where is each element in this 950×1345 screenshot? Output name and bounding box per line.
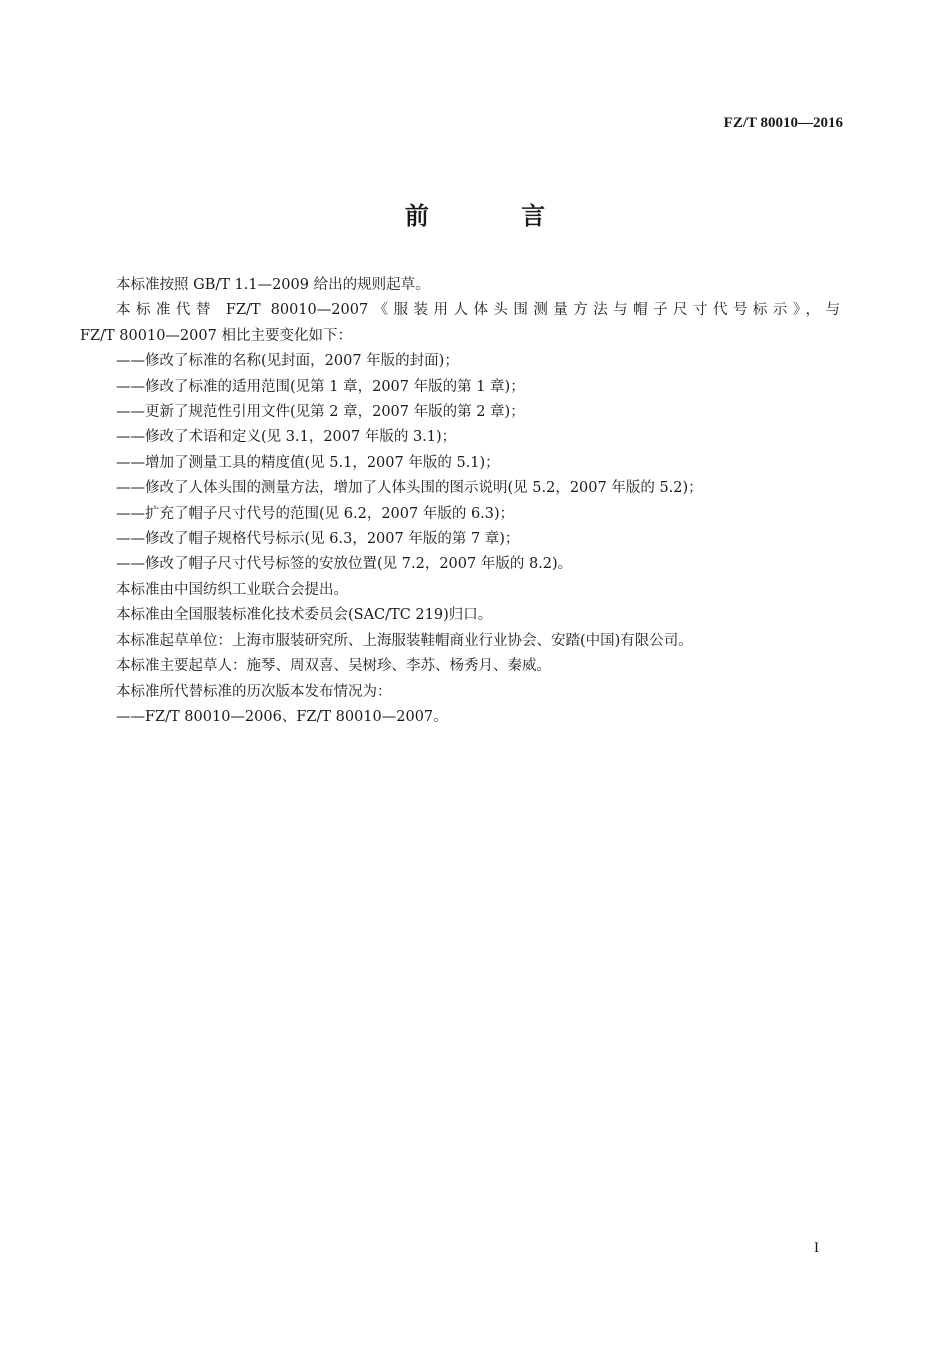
paragraph-line: 本标准按照 GB/T 1.1—2009 给出的规则起草。 <box>116 277 430 293</box>
standard-code-header: FZ/T 80010—2016 <box>723 115 843 131</box>
paragraph-line: FZ/T 80010—2007 相比主要变化如下： <box>80 327 352 344</box>
list-item: ——修改了术语和定义(见 3.1，2007 年版的 3.1)； <box>116 429 457 446</box>
list-item: ——FZ/T 80010—2006、FZ/T 80010—2007。 <box>116 708 448 725</box>
paragraph-line: 本标准代替 FZ/T 80010—2007《服装用人体头围测量方法与帽子尺寸代号标示》，与 <box>116 302 840 319</box>
paragraph-line: 本标准所代替标准的历次版本发布情况为： <box>116 683 392 700</box>
list-item: ——更新了规范性引用文件(见第 2 章，2007 年版的第 2 章)； <box>116 404 525 421</box>
list-item: ——修改了帽子尺寸代号标签的安放位置(见 7.2，2007 年版的 8.2)。 <box>116 556 573 573</box>
paragraph-line: 本标准由中国纺织工业联合会提出。 <box>116 581 348 598</box>
paragraph-line: 本标准由全国服装标准化技术委员会(SAC/TC 219)归口。 <box>116 607 493 624</box>
paragraph-line: 本标准起草单位：上海市服装研究所、上海服装鞋帽商业行业协会、安踏(中国)有限公司。 <box>116 632 693 649</box>
list-item: ——修改了标准的适用范围(见第 1 章，2007 年版的第 1 章)； <box>116 378 525 395</box>
list-item: ——修改了人体头围的测量方法，增加了人体头围的图示说明(见 5.2，2007 年版的 5.2)； <box>116 480 703 497</box>
page-title: 前 言 <box>404 201 588 230</box>
foreword-body <box>80 273 840 730</box>
list-item: ——扩充了帽子尺寸代号的范围(见 6.2，2007 年版的 6.3)； <box>116 505 515 522</box>
page-number: I <box>814 1240 819 1256</box>
list-item: ——修改了帽子规格代号标示(见 6.3，2007 年版的第 7 章)； <box>116 531 520 548</box>
list-item: ——增加了测量工具的精度值(见 5.1，2007 年版的 5.1)； <box>116 454 500 471</box>
paragraph-line: 本标准主要起草人：施琴、周双喜、吴树珍、李苏、杨秀月、秦威。 <box>116 658 551 675</box>
list-item: ——修改了标准的名称(见封面，2007 年版的封面)； <box>116 353 459 370</box>
